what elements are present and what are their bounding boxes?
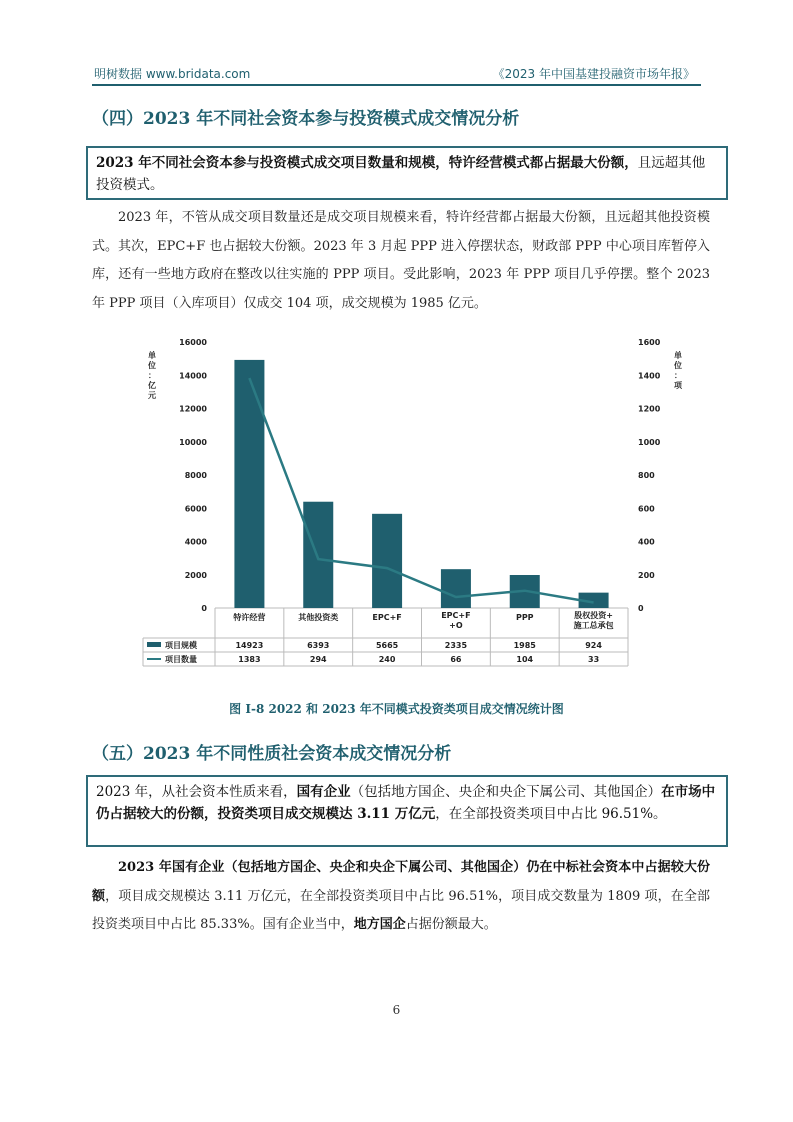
section-4-title: （四）2023 年不同社会资本参与投资模式成交情况分析 [92,109,520,129]
summary-bold-text: 2023 年不同社会资本参与投资模式成交项目数量和规模，特许经营模式都占据最大份额， [96,155,638,171]
y-right-tick-label: 400 [638,537,655,547]
y-right-tick-label: 0 [638,604,644,613]
table-value-count-5: 33 [588,655,600,664]
header-divider [92,84,701,86]
category-label-2: EPC+F [372,613,402,622]
table-value-scale-5: 924 [585,641,602,650]
y-right-tick-label: 800 [638,471,655,480]
summary-bold-2: 在市场中仍占据较大的份额，投资类项目成交规模达 3.11 万亿元 [96,784,716,822]
y-left-tick-label: 16000 [179,338,207,347]
table-value-count-4: 104 [516,655,534,664]
bar-3 [441,569,471,608]
table-value-scale-0: 14923 [235,641,264,650]
page-number: 6 [392,1003,401,1017]
table-value-scale-2: 5665 [375,641,399,650]
y-left-tick-label: 2000 [184,570,207,580]
y-axis-left-label: 单位：亿元 [148,351,156,400]
bar-1 [303,502,333,608]
section-5-paragraph [92,854,710,940]
y-left-tick-label: 8000 [184,471,207,480]
table-value-scale-4: 1985 [513,641,536,650]
y-right-tick-label: 1000 [638,437,661,447]
y-right-tick-label: 1200 [638,404,661,414]
header-report-title: 《2023 年中国基建投融资市场年报》 [492,67,695,81]
summary-text-1: 2023 年，从社会资本性质来看， [96,784,297,800]
mode-chart [118,328,688,678]
table-value-count-2: 240 [378,655,396,664]
y-right-tick-label: 200 [638,570,655,580]
table-value-scale-1: 6393 [307,641,330,650]
y-right-tick-label: 600 [638,504,655,514]
table-value-count-0: 1383 [238,655,261,664]
para-bold-2: 地方国企 [353,917,406,932]
category-label-4: PPP [515,613,534,622]
header-site: 明树数据 www.bridata.com [94,67,251,81]
chart-caption: 图 I-8 2022 和 2023 年不同模式投资类项目成交情况统计图 [229,702,564,716]
legend-bar-swatch [147,642,161,647]
legend-bar-label: 项目规模 [165,641,197,650]
table-value-count-3: 66 [450,655,462,664]
section-5-title: （五）2023 年不同性质社会资本成交情况分析 [92,744,452,764]
summary-text: 且远超其他投资模式。 [96,155,706,193]
y-left-tick-label: 12000 [179,404,207,414]
bar-0 [234,360,264,608]
category-label-5: 股权投资+施工总承包 [573,611,614,630]
table-value-scale-3: 2335 [444,641,468,650]
category-label-1: 其他投资类 [298,613,339,622]
legend-line-label: 项目数量 [165,655,197,664]
y-left-tick-label: 4000 [184,537,207,547]
chart-canvas [118,328,688,678]
summary-text-2: （包括地方国企、央企和央企下属公司、其他国企） [350,784,662,800]
para-text-1: ，项目成交规模达 3.11 万亿元，在全部投资类项目中占比 96.51%，项目成交数量为 1809 项，在全部投资类项目中占比 85.33%。国有企业当中， [92,888,710,932]
count-line [249,378,593,602]
y-right-tick-label: 1400 [638,371,661,381]
para-text-2: 占据份额最大。 [405,917,497,932]
table-value-count-1: 294 [309,655,327,664]
category-label-3: EPC+F +O [441,611,471,630]
y-left-tick-label: 6000 [184,504,207,514]
bar-2 [372,514,402,608]
y-left-tick-label: 10000 [179,437,207,447]
category-label-0: 特许经营 [233,613,266,622]
summary-bold-1: 国有企业 [296,784,351,800]
section-4-paragraph: 2023 年，不管从成交项目数量还是成交项目规模来看，特许经营都占据最大份额，且远超其他投资模式。其次，EPC+F 也占据较大份额。2023 年 3 月起 PPP 进入停摆状态，财政部 PPP 中心项目库暂停入库，还有一些地方政府在整改以往实施的 PPP 项目。受此影响，2023 年 PPP 项目几乎停摆。整个 2023 年 PPP 项目（入库项目）仅成交 104 项，成交规模为 1985 亿元。 [92,210,710,311]
summary-text-3: ，在全部投资类项目中占比 96.51%。 [435,806,667,822]
y-right-tick-label: 1600 [638,338,661,347]
para-bold-1: 2023 年国有企业（包括地方国企、央企和央企下属公司、其他国企）仍在中标社会资本中占据较大份额 [92,860,710,904]
y-axis-right-label: 单位：项 [674,351,682,390]
y-left-tick-label: 0 [201,604,207,613]
section-5-summary-box [86,775,728,847]
section-4-summary-box [86,146,728,200]
y-left-tick-label: 14000 [179,371,207,381]
